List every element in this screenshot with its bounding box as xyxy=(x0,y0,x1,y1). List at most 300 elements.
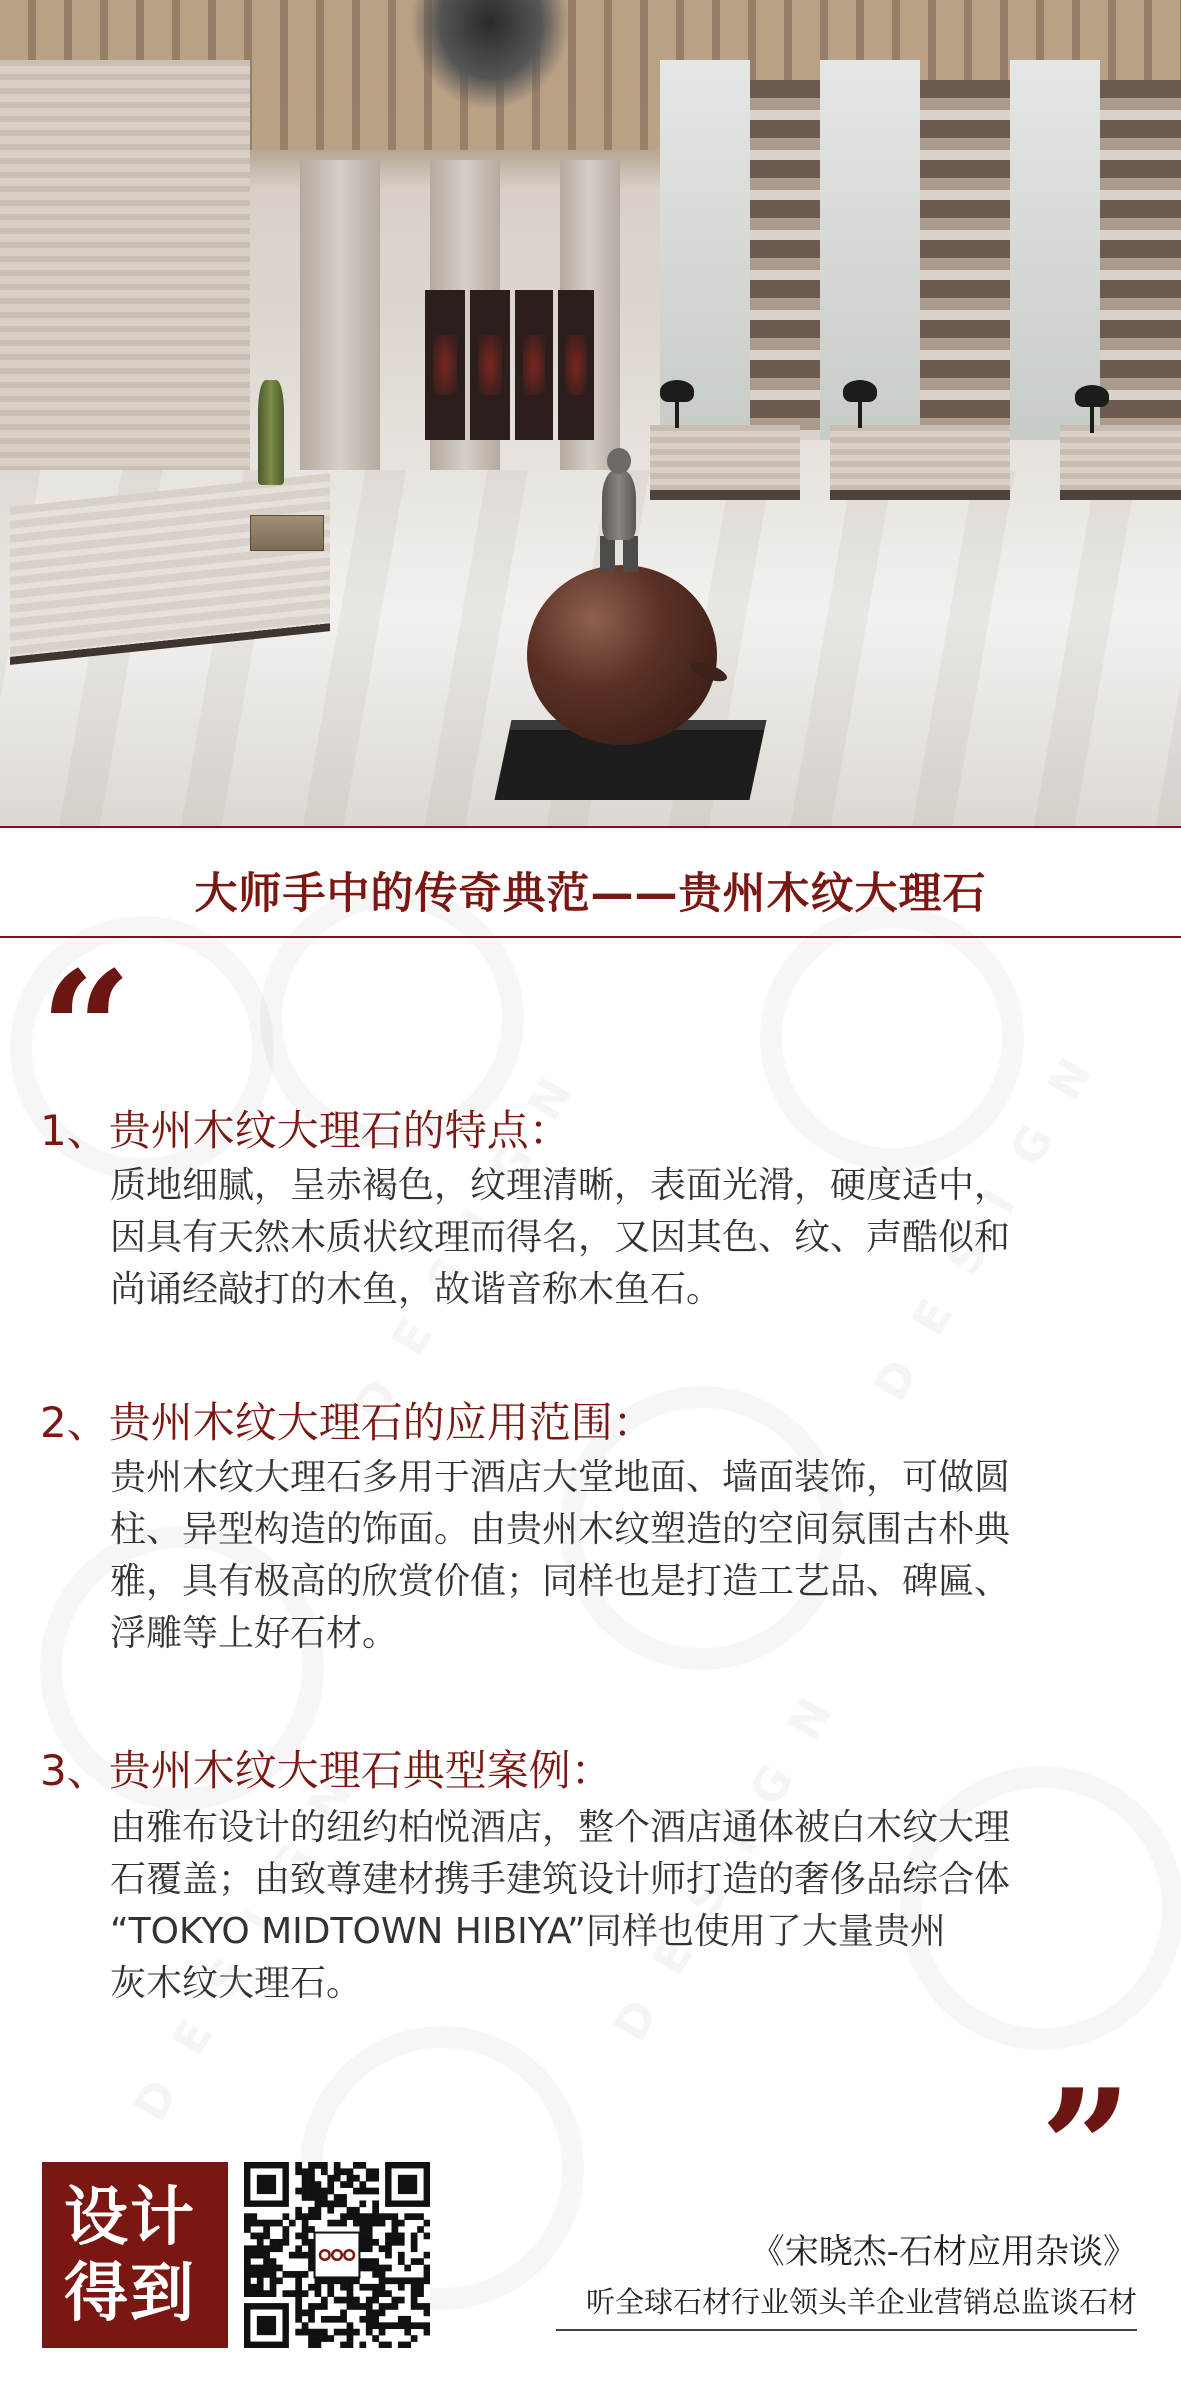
chandelier xyxy=(410,0,570,110)
qr-module xyxy=(359,2239,366,2246)
qr-module xyxy=(366,2297,373,2304)
qr-module xyxy=(308,2175,315,2182)
qr-module xyxy=(366,2316,373,2323)
qr-module xyxy=(315,2277,322,2284)
qr-module xyxy=(385,2233,392,2240)
qr-module xyxy=(347,2329,354,2336)
qr-module xyxy=(302,2213,309,2220)
qr-module xyxy=(424,2329,430,2336)
qr-module xyxy=(340,2181,347,2188)
qr-module xyxy=(404,2265,411,2272)
qr-finder xyxy=(257,2175,276,2194)
qr-module xyxy=(353,2175,360,2182)
qr-module xyxy=(398,2297,405,2304)
qr-module xyxy=(250,2252,257,2259)
qr-module xyxy=(411,2303,418,2310)
patterned-screen xyxy=(750,80,820,440)
qr-module xyxy=(385,2239,392,2246)
qr-module xyxy=(340,2213,347,2220)
qr-module xyxy=(244,2252,251,2259)
qr-module xyxy=(334,2175,341,2182)
qr-module xyxy=(392,2220,399,2227)
qr-module xyxy=(347,2342,354,2348)
qr-module xyxy=(372,2284,379,2291)
qr-module xyxy=(379,2303,386,2310)
qr-module xyxy=(353,2162,360,2169)
qr-module xyxy=(398,2220,405,2227)
qr-module xyxy=(263,2271,270,2278)
qr-module xyxy=(359,2265,366,2272)
qr-module xyxy=(353,2297,360,2304)
qr-module xyxy=(282,2271,289,2278)
qr-module xyxy=(385,2277,392,2284)
qr-module xyxy=(398,2322,405,2329)
qr-module xyxy=(359,2188,366,2195)
qr-module xyxy=(250,2245,257,2252)
body-line: 由雅布设计的纽约柏悦酒店，整个酒店通体被白木纹大理 xyxy=(110,1807,1011,1848)
qr-module xyxy=(276,2220,283,2227)
qr-module xyxy=(250,2290,257,2297)
qr-module xyxy=(302,2175,309,2182)
qr-module xyxy=(244,2265,251,2272)
qr-module xyxy=(250,2284,257,2291)
qr-module xyxy=(404,2316,411,2323)
qr-module xyxy=(308,2194,315,2201)
brand-logo xyxy=(42,2162,228,2348)
qr-module xyxy=(340,2277,347,2284)
qr-module xyxy=(424,2303,430,2310)
qr-module xyxy=(340,2284,347,2291)
qr-module xyxy=(289,2252,296,2259)
qr-module xyxy=(366,2233,373,2240)
qr-module xyxy=(366,2213,373,2220)
qr-module xyxy=(398,2239,405,2246)
qr-module xyxy=(270,2271,277,2278)
qr-module xyxy=(302,2310,309,2317)
section-body xyxy=(110,1802,1138,2010)
qr-module xyxy=(244,2258,251,2265)
qr-module xyxy=(321,2162,328,2169)
qr-module xyxy=(270,2284,277,2291)
qr-module xyxy=(321,2200,328,2207)
qr-module xyxy=(379,2265,386,2272)
qr-module xyxy=(372,2213,379,2220)
qr-module xyxy=(257,2252,264,2259)
qr-module xyxy=(385,2322,392,2329)
body-line: 浮雕等上好石材。 xyxy=(110,1613,399,1654)
desk-nameplate xyxy=(250,515,324,551)
qr-module xyxy=(295,2277,302,2284)
qr-module xyxy=(411,2258,418,2265)
qr-module xyxy=(244,2245,251,2252)
qr-module xyxy=(257,2277,264,2284)
qr-module xyxy=(308,2335,315,2342)
qr-module xyxy=(270,2277,277,2284)
qr-module xyxy=(263,2233,270,2240)
qr-module xyxy=(366,2258,373,2265)
red-panel xyxy=(470,290,510,440)
qr-module xyxy=(315,2194,322,2201)
window xyxy=(1010,60,1100,440)
qr-module xyxy=(392,2233,399,2240)
qr-module xyxy=(270,2290,277,2297)
figure-sculpture xyxy=(602,470,636,540)
qr-module xyxy=(295,2252,302,2259)
qr-module xyxy=(404,2322,411,2329)
body-line: 雅，具有极高的欣赏价值；同样也是打造工艺品、碑匾、 xyxy=(110,1561,1011,1602)
qr-module xyxy=(359,2342,366,2348)
qr-module xyxy=(366,2220,373,2227)
qr-module xyxy=(411,2233,418,2240)
qr-module xyxy=(289,2271,296,2278)
qr-module xyxy=(372,2335,379,2342)
qr-module xyxy=(295,2310,302,2317)
qr-module xyxy=(372,2207,379,2214)
qr-module xyxy=(398,2316,405,2323)
qr-module xyxy=(372,2271,379,2278)
qr-module xyxy=(411,2297,418,2304)
qr-module xyxy=(263,2265,270,2272)
qr-module xyxy=(295,2316,302,2323)
qr-module xyxy=(295,2162,302,2169)
qr-finder xyxy=(398,2175,417,2194)
qr-module xyxy=(359,2162,366,2169)
qr-module xyxy=(270,2239,277,2246)
qr-module xyxy=(244,2213,251,2220)
qr-module xyxy=(250,2271,257,2278)
qr-module xyxy=(347,2277,354,2284)
qr-module xyxy=(302,2233,309,2240)
qr-logo xyxy=(315,2233,360,2278)
qr-module xyxy=(308,2342,315,2348)
qr-module xyxy=(340,2342,347,2348)
qr-module xyxy=(282,2239,289,2246)
qr-module xyxy=(327,2284,334,2291)
qr-module xyxy=(315,2290,322,2297)
qr-module xyxy=(315,2207,322,2214)
qr-module xyxy=(315,2200,322,2207)
qr-module xyxy=(308,2181,315,2188)
qr-module xyxy=(347,2290,354,2297)
qr-module xyxy=(334,2162,341,2169)
hero-photo xyxy=(0,0,1181,826)
qr-module xyxy=(417,2277,424,2284)
qr-module xyxy=(295,2188,302,2195)
qr-module xyxy=(257,2284,264,2291)
qr-module xyxy=(417,2226,424,2233)
qr-module xyxy=(379,2220,386,2227)
qr-module xyxy=(379,2310,386,2317)
qr-module xyxy=(282,2213,289,2220)
section-heading: 1、贵州木纹大理石的特点： xyxy=(40,1106,571,1155)
qr-module xyxy=(302,2220,309,2227)
qr-module xyxy=(282,2290,289,2297)
red-panel xyxy=(558,290,594,440)
qr-module xyxy=(308,2329,315,2336)
qr-module xyxy=(270,2220,277,2227)
qr-module xyxy=(244,2277,251,2284)
qr-module xyxy=(295,2290,302,2297)
qr-module xyxy=(308,2188,315,2195)
section-heading: 2、贵州木纹大理石的应用范围： xyxy=(40,1398,655,1447)
reception-counter xyxy=(1060,425,1181,500)
qr-module xyxy=(302,2329,309,2336)
qr-module xyxy=(334,2329,341,2336)
qr-module xyxy=(327,2181,334,2188)
qr-module xyxy=(424,2277,430,2284)
body-line: 因具有天然木质状纹理而得名，又因其色、纹、声酷似和 xyxy=(110,1217,1011,1258)
qr-module xyxy=(334,2194,341,2201)
watermark-ring xyxy=(760,906,1024,1170)
qr-module xyxy=(295,2303,302,2310)
qr-module xyxy=(359,2316,366,2323)
qr-module xyxy=(315,2213,322,2220)
qr-module xyxy=(411,2335,418,2342)
qr-module xyxy=(270,2245,277,2252)
patterned-screen xyxy=(1100,80,1181,440)
qr-module xyxy=(263,2226,270,2233)
qr-module xyxy=(282,2226,289,2233)
marble-wall xyxy=(0,60,250,530)
qr-module xyxy=(379,2329,386,2336)
qr-module xyxy=(347,2322,354,2329)
section-body xyxy=(110,1160,1138,1316)
qr-module xyxy=(366,2188,373,2195)
qr-module xyxy=(359,2233,366,2240)
qr-module xyxy=(250,2265,257,2272)
qr-module xyxy=(398,2342,405,2348)
qr-module xyxy=(411,2284,418,2291)
qr-module xyxy=(366,2303,373,2310)
qr-module xyxy=(347,2207,354,2214)
qr-module xyxy=(366,2245,373,2252)
qr-module xyxy=(353,2188,360,2195)
qr-module xyxy=(392,2213,399,2220)
qr-module xyxy=(359,2284,366,2291)
qr-module xyxy=(347,2297,354,2304)
qr-module xyxy=(424,2310,430,2317)
qr-module xyxy=(404,2342,411,2348)
qr-module xyxy=(398,2233,405,2240)
qr-module xyxy=(366,2284,373,2291)
qr-module xyxy=(372,2188,379,2195)
qr-module xyxy=(372,2239,379,2246)
qr-module xyxy=(353,2277,360,2284)
body-line: 贵州木纹大理石多用于酒店大堂地面、墙面装饰，可做圆 xyxy=(110,1457,1011,1498)
qr-module xyxy=(404,2213,411,2220)
qr-module xyxy=(302,2271,309,2278)
qr-module xyxy=(347,2181,354,2188)
qr-module xyxy=(276,2245,283,2252)
qr-module xyxy=(398,2277,405,2284)
qr-module xyxy=(347,2168,354,2175)
qr-module xyxy=(372,2310,379,2317)
qr-module xyxy=(263,2252,270,2259)
qr-module xyxy=(385,2265,392,2272)
qr-module xyxy=(302,2194,309,2201)
qr-module xyxy=(379,2271,386,2278)
body-line: 尚诵经敲打的木鱼，故谐音称木鱼石。 xyxy=(110,1269,723,1310)
apple-sculpture xyxy=(527,565,717,745)
qr-module xyxy=(263,2220,270,2227)
qr-module xyxy=(315,2181,322,2188)
qr-module xyxy=(315,2284,322,2291)
qr-module xyxy=(302,2226,309,2233)
qr-module xyxy=(424,2271,430,2278)
qr-module xyxy=(372,2168,379,2175)
table-lamp xyxy=(660,380,694,402)
qr-module xyxy=(295,2245,302,2252)
qr-module xyxy=(411,2290,418,2297)
qr-module xyxy=(295,2213,302,2220)
qr-module xyxy=(366,2175,373,2182)
qr-module xyxy=(315,2329,322,2336)
qr-module xyxy=(302,2168,309,2175)
qr-module xyxy=(327,2220,334,2227)
qr-module xyxy=(385,2342,392,2348)
qr-module xyxy=(257,2290,264,2297)
qr-module xyxy=(392,2277,399,2284)
qr-module xyxy=(347,2175,354,2182)
qr-module xyxy=(327,2335,334,2342)
qr-module xyxy=(353,2220,360,2227)
qr-module xyxy=(327,2200,334,2207)
qr-finder xyxy=(257,2316,276,2335)
qr-module xyxy=(424,2252,430,2259)
body-line: 灰木纹大理石。 xyxy=(110,1963,363,2004)
qr-module xyxy=(244,2290,251,2297)
qr-module xyxy=(366,2329,373,2336)
qr-module xyxy=(302,2322,309,2329)
qr-module xyxy=(398,2252,405,2259)
section-body xyxy=(110,1452,1138,1660)
section-heading: 3、贵州木纹大理石典型案例： xyxy=(40,1746,613,1795)
qr-module xyxy=(359,2213,366,2220)
qr-module xyxy=(340,2329,347,2336)
page-title: 大师手中的传奇典范——贵州木纹大理石 xyxy=(194,869,987,919)
qr-module xyxy=(327,2207,334,2214)
body-line: 质地细腻，呈赤褐色，纹理清晰，表面光滑，硬度适中， xyxy=(110,1165,1011,1206)
qr-module xyxy=(321,2277,328,2284)
qr-module xyxy=(257,2245,264,2252)
qr-module xyxy=(315,2335,322,2342)
qr-module xyxy=(379,2245,386,2252)
qr-module xyxy=(411,2322,418,2329)
qr-module xyxy=(257,2233,264,2240)
red-panel xyxy=(515,290,553,440)
qr-module xyxy=(372,2175,379,2182)
qr-module xyxy=(372,2316,379,2323)
qr-module xyxy=(359,2220,366,2227)
qr-module xyxy=(359,2303,366,2310)
red-panel xyxy=(425,290,465,440)
brand-line: 设计 xyxy=(64,2181,196,2255)
qr-module xyxy=(385,2290,392,2297)
body-line: 柱、异型构造的饰面。由贵州木纹塑造的空间氛围古朴典 xyxy=(110,1509,1011,1550)
qr-module xyxy=(379,2342,386,2348)
qr-module xyxy=(366,2226,373,2233)
qr-module xyxy=(257,2271,264,2278)
qr-module xyxy=(295,2284,302,2291)
qr-module xyxy=(295,2168,302,2175)
qr-module xyxy=(347,2284,354,2291)
patterned-screen xyxy=(920,80,1010,440)
qr-module xyxy=(411,2239,418,2246)
qr-module xyxy=(411,2213,418,2220)
table-lamp xyxy=(1075,385,1109,407)
body-line: 石覆盖；由致尊建材携手建筑设计师打造的奢侈品综合体 xyxy=(110,1859,1011,1900)
qr-module xyxy=(424,2265,430,2272)
qr-module xyxy=(257,2239,264,2246)
qr-module xyxy=(315,2162,322,2169)
qr-module xyxy=(366,2322,373,2329)
qr-module xyxy=(327,2175,334,2182)
qr-module xyxy=(321,2335,328,2342)
footer-divider xyxy=(556,2329,1137,2331)
qr-module xyxy=(321,2297,328,2304)
qr-module xyxy=(302,2239,309,2246)
qr-module xyxy=(289,2220,296,2227)
qr-module xyxy=(340,2316,347,2323)
qr-module xyxy=(372,2258,379,2265)
qr-module xyxy=(334,2316,341,2323)
qr-module xyxy=(424,2220,430,2227)
qr-module xyxy=(385,2252,392,2259)
qr-module xyxy=(327,2316,334,2323)
qr-module xyxy=(359,2181,366,2188)
qr-module xyxy=(308,2207,315,2214)
qr-code-icon[interactable] xyxy=(244,2162,430,2348)
qr-module xyxy=(308,2284,315,2291)
qr-module xyxy=(289,2290,296,2297)
qr-module xyxy=(366,2265,373,2272)
qr-module xyxy=(379,2213,386,2220)
close-quote-icon: ” xyxy=(1040,2054,1133,2242)
figure-legs xyxy=(600,536,638,572)
qr-module xyxy=(404,2277,411,2284)
qr-module xyxy=(411,2277,418,2284)
qr-module xyxy=(398,2258,405,2265)
table-lamp xyxy=(843,380,877,402)
qr-module xyxy=(295,2233,302,2240)
qr-module xyxy=(372,2200,379,2207)
qr-module xyxy=(372,2322,379,2329)
qr-module xyxy=(392,2226,399,2233)
plant xyxy=(258,380,284,485)
qr-module xyxy=(270,2265,277,2272)
qr-module xyxy=(385,2245,392,2252)
qr-module xyxy=(417,2322,424,2329)
qr-module xyxy=(347,2213,354,2220)
qr-module xyxy=(385,2303,392,2310)
qr-module xyxy=(244,2226,251,2233)
qr-module xyxy=(347,2335,354,2342)
qr-module xyxy=(308,2310,315,2317)
qr-module xyxy=(334,2277,341,2284)
qr-module xyxy=(244,2271,251,2278)
qr-module xyxy=(321,2329,328,2336)
qr-module xyxy=(270,2258,277,2265)
qr-module xyxy=(315,2303,322,2310)
qr-module xyxy=(372,2290,379,2297)
qr-module xyxy=(359,2226,366,2233)
qr-module xyxy=(276,2277,283,2284)
qr-module xyxy=(366,2239,373,2246)
qr-module xyxy=(372,2265,379,2272)
qr-module xyxy=(379,2290,386,2297)
qr-module xyxy=(308,2316,315,2323)
qr-module xyxy=(295,2329,302,2336)
